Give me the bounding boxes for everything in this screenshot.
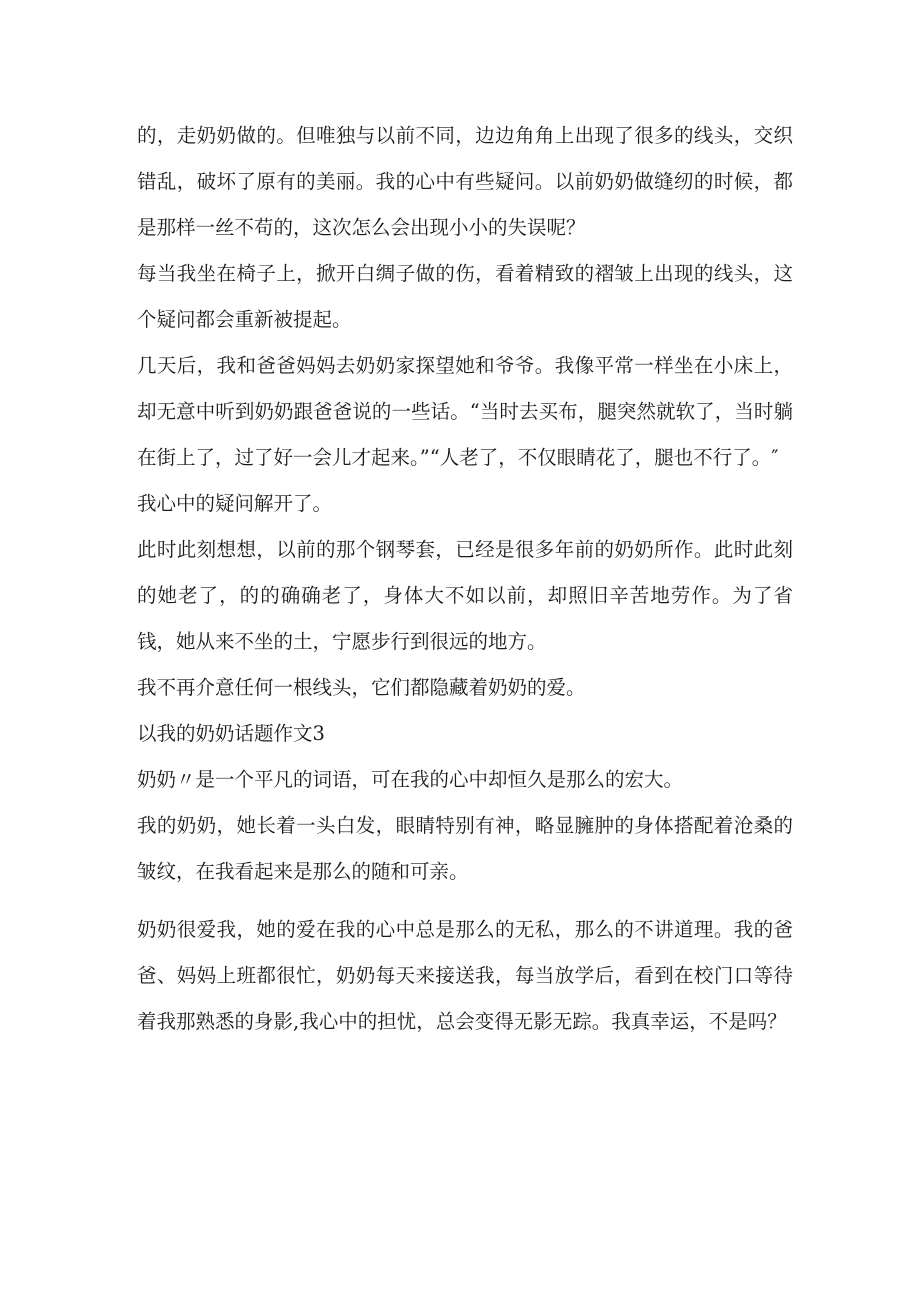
- paragraph-2: 每当我坐在椅子上，掀开白绸子做的伤，看着精致的褶皱上出现的线头，这个疑问都会重新被提起。: [137, 262, 793, 331]
- paragraph-6: 我不再介意任何一根线头，它们都隐藏着奶奶的爱。: [137, 676, 586, 699]
- paragraph-4: 我心中的疑问解开了。: [137, 492, 333, 515]
- paragraph-8: 我的奶奶，她长着一头白发，眼睛特别有神，略显臃肿的身体搭配着沧桑的皱纹，在我看起来是那么的随和可亲。: [137, 814, 793, 883]
- document-body: [137, 113, 793, 1045]
- paragraph-3: 几天后，我和爸爸妈妈去奶奶家探望她和爷爷。我像平常一样坐在小床上，却无意中听到奶奶跟爸爸说的一些话。“当时去买布，腿突然就软了，当时躺在街上了，过了好一会儿才起来。”“人老了，不仅眼睛花了，腿也不行了。″: [137, 354, 793, 469]
- section-heading: 以我的奶奶话题作文3: [137, 722, 325, 745]
- paragraph-5: 此时此刻想想，以前的那个钢琴套，已经是很多年前的奶奶所作。此时此刻的她老了，的的确确老了，身体大不如以前，却照旧辛苦地劳作。为了省钱，她从来不坐的土，宁愿步行到很远的地方。: [137, 538, 793, 653]
- paragraph-1: 的，走奶奶做的。但唯独与以前不同，边边角角上出现了很多的线头，交织错乱，破坏了原有的美丽。我的心中有些疑问。以前奶奶做缝纫的时候，都是那样一丝不苟的，这次怎么会出现小小的失误呢？: [137, 124, 793, 239]
- paragraph-9: 奶奶很爱我，她的爱在我的心中总是那么的无私，那么的不讲道理。我的爸爸、妈妈上班都很忙，奶奶每天来接送我，每当放学后，看到在校门口等待着我那熟悉的身影,我心中的担忧，总会变得无影无踪。我真幸运，不是吗？: [137, 918, 793, 1033]
- paragraph-7: 奶奶〃是一个平凡的词语，可在我的心中却恒久是那么的宏大。: [137, 768, 684, 791]
